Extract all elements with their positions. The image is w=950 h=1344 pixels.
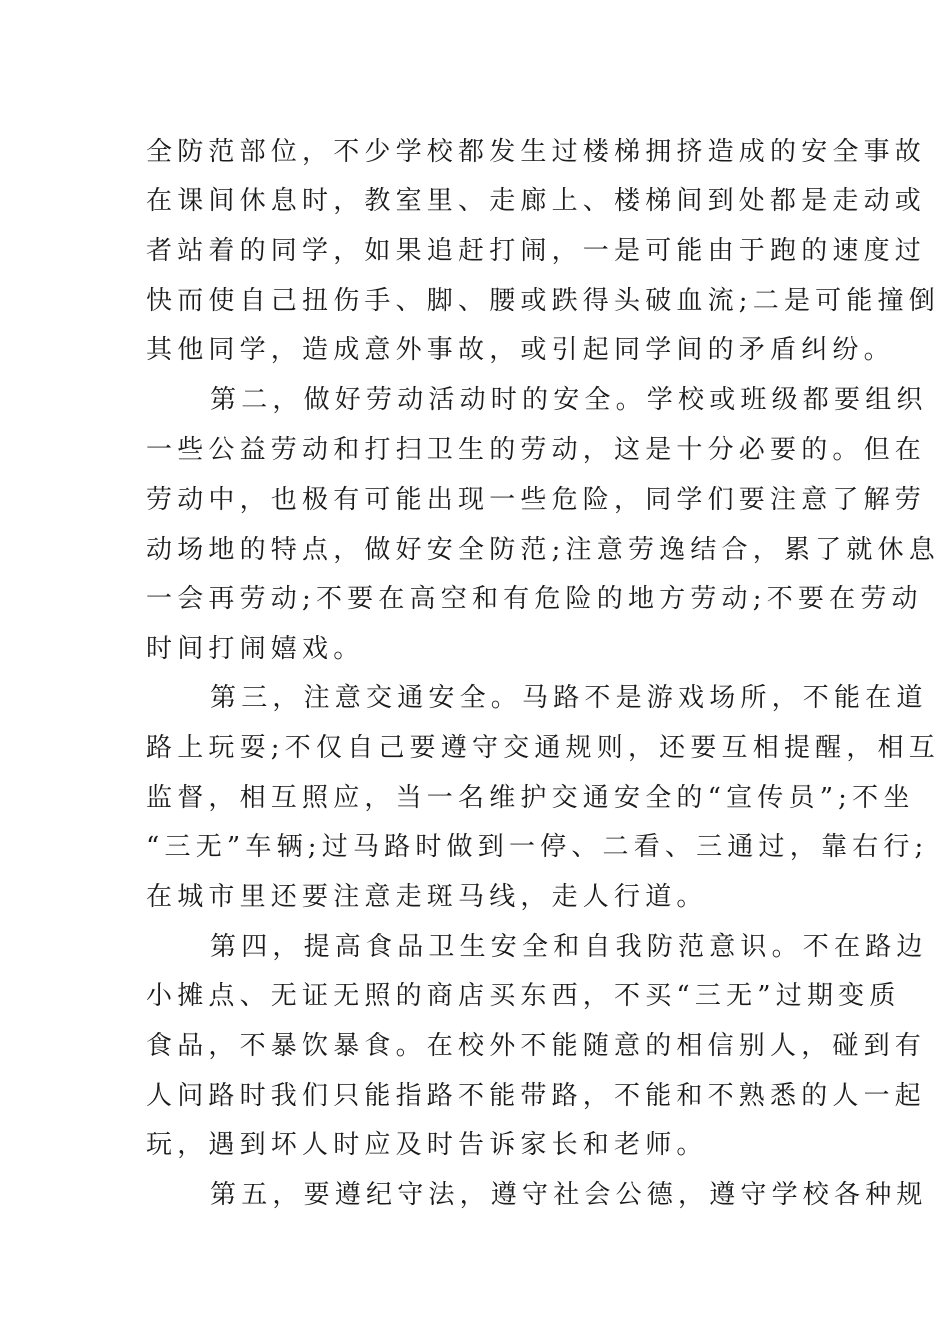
text-line: 劳动中，也极有可能出现一些危险，同学们要注意了解劳 — [146, 485, 927, 515]
paragraph-start-line: 第二，做好劳动活动时的安全。学校或班级都要组织 — [210, 385, 928, 415]
text-line: 一会再劳动;不要在高空和有危险的地方劳动;不要在劳动 — [146, 584, 923, 614]
paragraph-start-line: 第五，要遵纪守法，遵守社会公德，遵守学校各种规 — [210, 1180, 928, 1210]
text-line: 快而使自己扭伤手、脚、腰或跌得头破血流;二是可能撞倒 — [146, 286, 940, 316]
paragraph-start-line: 第四，提高食品卫生安全和自我防范意识。不在路边 — [210, 932, 928, 962]
text-line: 一些公益劳动和打扫卫生的劳动，这是十分必要的。但在 — [146, 435, 927, 465]
text-line: 在课间休息时，教室里、走廊上、楼梯间到处都是走动或 — [146, 186, 927, 216]
text-line: 其他同学，造成意外事故，或引起同学间的矛盾纠纷。 — [146, 335, 895, 365]
text-line: 食品，不暴饮暴食。在校外不能随意的相信别人，碰到有 — [146, 1031, 927, 1061]
paragraph-start-line: 第三，注意交通安全。马路不是游戏场所，不能在道 — [210, 683, 928, 713]
text-line: “三无”车辆;过马路时做到一停、二看、三通过，靠右行; — [146, 832, 929, 862]
text-line: 玩，遇到坏人时应及时告诉家长和老师。 — [146, 1130, 708, 1160]
text-line: 在城市里还要注意走斑马线，走人行道。 — [146, 882, 708, 912]
text-line: 路上玩耍;不仅自己要遵守交通规则，还要互相提醒，相互 — [146, 733, 940, 763]
text-line: 小摊点、无证无照的商店买东西，不买“三无”过期变质 — [146, 981, 901, 1011]
text-line: 监督，相互照应，当一名维护交通安全的“宣传员”;不坐 — [146, 783, 915, 813]
text-line: 全防范部位，不少学校都发生过楼梯拥挤造成的安全事故 — [146, 137, 927, 167]
text-line: 者站着的同学，如果追赶打闹，一是可能由于跑的速度过 — [146, 236, 927, 266]
text-line: 时间打闹嬉戏。 — [146, 634, 365, 664]
text-line: 动场地的特点，做好安全防范;注意劳逸结合，累了就休息 — [146, 535, 940, 565]
text-line: 人问路时我们只能指路不能带路，不能和不熟悉的人一起 — [146, 1081, 927, 1111]
